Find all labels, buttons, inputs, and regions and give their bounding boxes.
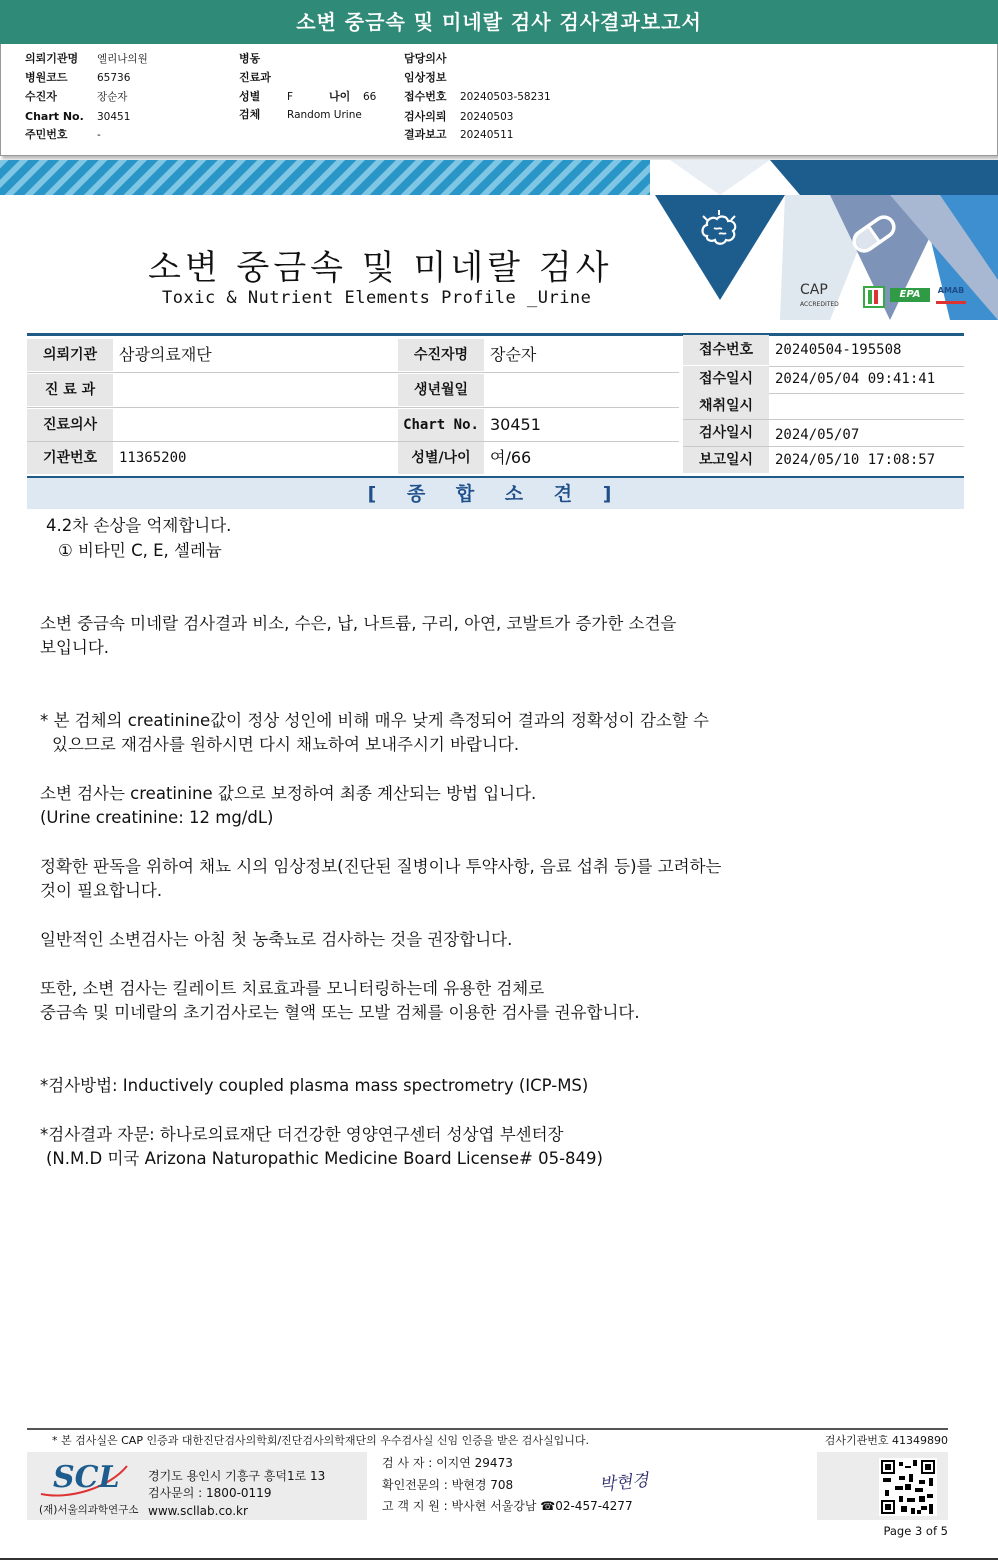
value-institution-no: 11365200 <box>119 450 187 466</box>
info-value: 20240503-58231 <box>460 91 551 103</box>
contact-phone: 검사문의 : 1800-0119 <box>148 1486 272 1500</box>
scl-logo <box>39 1458 129 1502</box>
footer-box <box>27 1452 948 1520</box>
label-receipt-no: 접수번호 <box>683 335 769 365</box>
agency-number: 검사기관번호 41349890 <box>824 1434 948 1447</box>
summary-heading: [ 종 합 소 견 ] <box>27 476 964 509</box>
body-line: 일반적인 소변검사는 아침 첫 농축뇨로 검사하는 것을 권장합니다. <box>40 930 513 949</box>
report-title: 소변 중금속 및 미네랄 검사 검사결과보고서 <box>0 0 998 44</box>
cap-logo-text: CAP <box>800 282 828 298</box>
pill-icon <box>848 212 900 256</box>
body-line: (N.M.D 미국 Arizona Naturopathic Medicine Board License# 05-849) <box>46 1149 603 1168</box>
label-report-datetime: 보고일시 <box>683 447 769 473</box>
info-label: 성별 <box>239 90 261 103</box>
info-label: 검사의뢰 <box>404 110 447 123</box>
info-label: 검체 <box>239 108 261 121</box>
label-receipt-datetime: 접수일시 <box>683 366 769 393</box>
value-chart-no: 30451 <box>490 415 541 434</box>
label-patient-name: 수진자명 <box>398 339 484 371</box>
label-requesting-org: 의뢰기관 <box>27 339 113 371</box>
value-collection-datetime <box>769 393 964 419</box>
brain-icon <box>697 210 743 252</box>
body-line: 있으므로 재검사를 원하시면 다시 채뇨하여 보내주시기 바랍니다. <box>52 735 520 754</box>
label-department: 진 료 과 <box>27 374 113 406</box>
value-receipt-no: 20240504-195508 <box>775 342 902 358</box>
info-label: 진료과 <box>239 71 271 84</box>
body-line: ① 비타민 C, E, 셀레늄 <box>58 541 222 560</box>
value-requesting-org: 삼광의료재단 <box>119 345 212 364</box>
info-label: 수진자 <box>25 90 57 103</box>
bottom-divider <box>0 1558 998 1560</box>
institute-name: (재)서울의과학연구소 <box>39 1504 139 1516</box>
amab-logo: AMAB <box>936 286 966 304</box>
info-value: 20240503 <box>460 111 514 123</box>
info-value: F <box>287 91 294 103</box>
label-chart-no: Chart No. <box>398 409 484 441</box>
label-institution-no: 기관번호 <box>27 442 113 474</box>
info-value: 장순자 <box>97 91 128 103</box>
info-label: Chart No. <box>25 110 84 123</box>
info-value: 66 <box>363 91 377 103</box>
value-report-datetime: 2024/05/10 17:08:57 <box>775 452 936 468</box>
info-label: 주민번호 <box>25 128 68 141</box>
value-department <box>113 374 398 406</box>
value-sex-age: 여/66 <box>490 448 532 467</box>
info-label: 임상정보 <box>404 71 447 84</box>
label-doctor: 진료의사 <box>27 409 113 441</box>
body-line: (Urine creatinine: 12 mg/dL) <box>40 808 274 827</box>
info-value: 65736 <box>97 72 131 84</box>
info-label: 나이 <box>329 90 351 103</box>
signature: 박현경 <box>598 1470 650 1496</box>
body-line: 소변 중금속 미네랄 검사결과 비소, 수은, 납, 나트륨, 구리, 아연, 코발트가 증가한 소견을 <box>40 614 677 633</box>
info-value: 30451 <box>97 111 131 123</box>
info-label: 병원코드 <box>25 71 68 84</box>
footer-note <box>27 1428 948 1447</box>
info-label: 접수번호 <box>404 90 447 103</box>
body-line: 4.2차 손상을 억제합니다. <box>46 516 232 535</box>
info-value: 20240511 <box>460 129 514 141</box>
value-doctor <box>113 409 398 441</box>
lm-logo <box>863 286 885 308</box>
value-receipt-datetime: 2024/05/04 09:41:41 <box>775 371 936 387</box>
banner-graphic <box>650 160 998 322</box>
body-line: 중금속 및 미네랄의 초기검사로는 혈액 또는 모발 검체를 이용한 검사를 권유합니다. <box>40 1003 640 1022</box>
info-label: 의뢰기관명 <box>25 52 79 65</box>
cap-logo-subtext: ACCREDITED <box>800 301 839 308</box>
body-line: 또한, 소변 검사는 킬레이트 치료효과를 모니터링하는데 유용한 검체로 <box>40 979 545 998</box>
body-line: 것이 필요합니다. <box>40 881 163 900</box>
info-value: Random Urine <box>287 109 362 121</box>
label-test-date: 검사일시 <box>683 420 769 446</box>
confirming-specialist: 확인전문의 : 박현경 708 <box>382 1478 514 1492</box>
value-birthdate <box>484 374 679 406</box>
top-patient-info <box>0 44 998 156</box>
info-label: 결과보고 <box>404 128 447 141</box>
body-line: *검사결과 자문: 하나로의료재단 더건강한 영양연구센터 성상엽 부센터장 <box>40 1125 564 1144</box>
epa-logo: EPA <box>890 288 930 302</box>
banner-title: 소변 중금속 및 미네랄 검사 <box>148 248 613 288</box>
body-line: * 본 검체의 creatinine값이 정상 성인에 비해 매우 낮게 측정되어 결과의 정확성이 감소할 수 <box>40 711 709 730</box>
inspector: 검 사 자 : 이지연 29473 <box>382 1456 513 1470</box>
page-number: Page 3 of 5 <box>883 1524 948 1538</box>
body-line: 보입니다. <box>40 638 110 657</box>
address: 경기도 용인시 기흥구 흥덕1로 13 <box>148 1469 326 1483</box>
qr-code-icon <box>879 1458 937 1516</box>
label-sex-age: 성별/나이 <box>398 442 484 474</box>
info-value: 엘리나의원 <box>97 53 148 65</box>
certification-note: * 본 검사실은 CAP 인증과 대한진단검사의학회/진단검사의학재단의 우수검사실 신임 인증을 받은 검사실입니다. <box>52 1434 590 1447</box>
info-value: - <box>97 129 101 141</box>
body-line: 정확한 판독을 위하여 채뇨 시의 임상정보(진단된 질병이나 투약사항, 음료 섭취 등)를 고려하는 <box>40 857 722 876</box>
value-patient-name: 장순자 <box>490 345 537 364</box>
website-link[interactable]: www.scllab.co.kr <box>148 1504 248 1518</box>
value-test-date: 2024/05/07 <box>775 427 860 443</box>
info-label: 병동 <box>239 52 261 65</box>
body-line: 소변 검사는 creatinine 값으로 보정하여 최종 계산되는 방법 입니다. <box>40 784 537 803</box>
cap-logo <box>800 284 852 310</box>
label-birthdate: 생년월일 <box>398 374 484 406</box>
banner-subtitle: Toxic & Nutrient Elements Profile _Urine <box>162 288 592 308</box>
body-line: *검사방법: Inductively coupled plasma mass spectrometry (ICP-MS) <box>40 1076 589 1095</box>
label-collection-datetime: 채취일시 <box>683 393 769 419</box>
scl-logo-text: SCL <box>53 1460 120 1495</box>
info-label: 담당의사 <box>404 52 447 65</box>
customer-support: 고 객 지 원 : 박사현 서울강남 ☎02-457-4277 <box>382 1499 633 1513</box>
